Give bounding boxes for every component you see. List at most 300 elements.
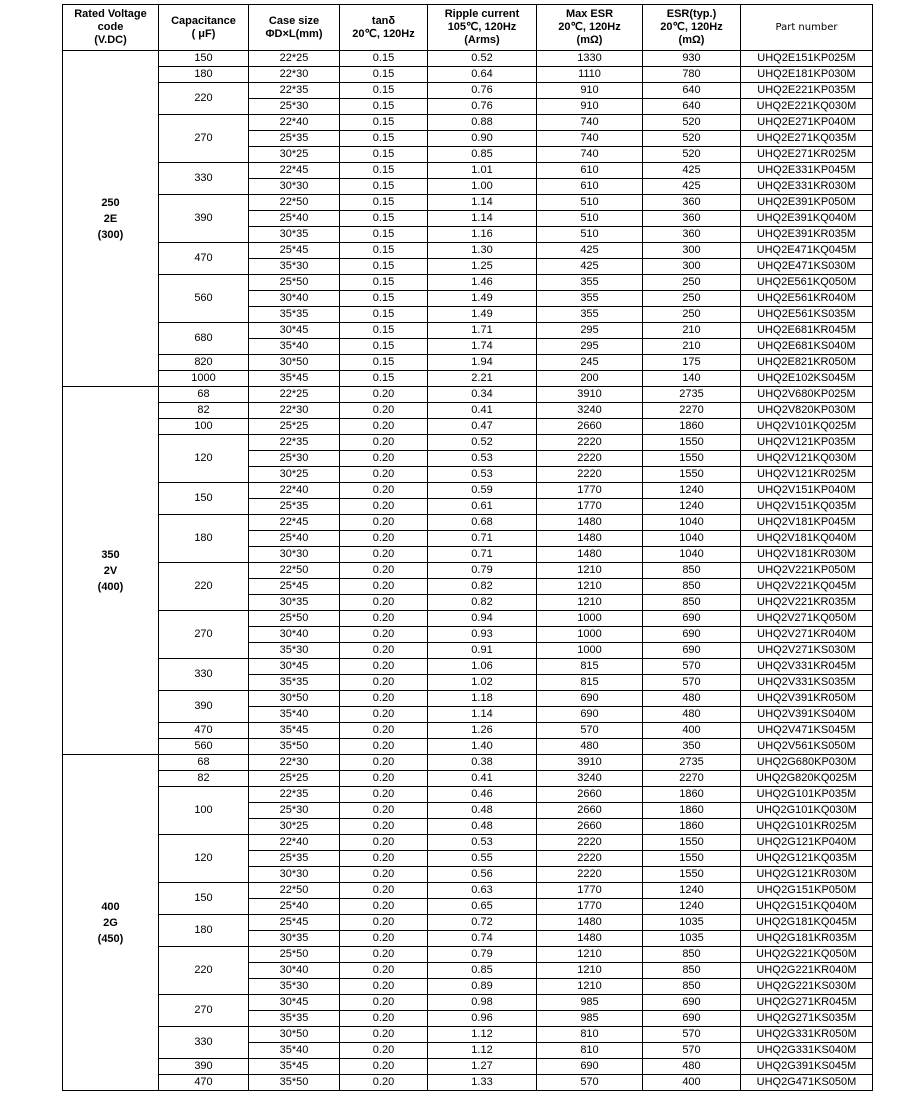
- tan-delta-cell: 0.20: [340, 803, 428, 819]
- part-number-cell: UHQ2E271KR025M: [741, 147, 873, 163]
- capacitance-cell: 1000: [159, 371, 249, 387]
- max-esr-cell: 355: [537, 307, 643, 323]
- header-line: (V.DC): [94, 34, 127, 46]
- table-row: [63, 739, 873, 755]
- capacitance-cell: 390: [159, 691, 249, 723]
- ripple-current-cell: 0.48: [428, 803, 537, 819]
- ripple-current-cell: 0.82: [428, 579, 537, 595]
- max-esr-cell: 740: [537, 131, 643, 147]
- max-esr-cell: 200: [537, 371, 643, 387]
- case-size-cell: 30*35: [249, 595, 340, 611]
- part-number-cell: UHQ2E181KP030M: [741, 67, 873, 83]
- part-number-cell: UHQ2G101KP035M: [741, 787, 873, 803]
- part-number-cell: UHQ2E271KQ035M: [741, 131, 873, 147]
- ripple-current-cell: 0.82: [428, 595, 537, 611]
- part-number-cell: UHQ2V271KQ050M: [741, 611, 873, 627]
- capacitance-cell: 150: [159, 483, 249, 515]
- part-number-cell: UHQ2G101KR025M: [741, 819, 873, 835]
- esr-typ-cell: 1550: [643, 835, 741, 851]
- esr-typ-cell: 1860: [643, 803, 741, 819]
- ripple-current-cell: 1.14: [428, 707, 537, 723]
- max-esr-cell: 510: [537, 211, 643, 227]
- tan-delta-cell: 0.20: [340, 723, 428, 739]
- part-number-cell: UHQ2V820KP030M: [741, 403, 873, 419]
- voltage-line: 2V: [103, 564, 118, 577]
- tan-delta-cell: 0.20: [340, 995, 428, 1011]
- tan-delta-cell: 0.20: [340, 499, 428, 515]
- max-esr-cell: 610: [537, 179, 643, 195]
- max-esr-cell: 2660: [537, 787, 643, 803]
- tan-delta-cell: 0.15: [340, 115, 428, 131]
- tan-delta-cell: 0.15: [340, 275, 428, 291]
- part-number-cell: UHQ2G121KP040M: [741, 835, 873, 851]
- spec-table-container: [62, 4, 873, 1091]
- case-size-cell: 22*40: [249, 835, 340, 851]
- rated-voltage-cell: [63, 51, 159, 387]
- part-number-cell: UHQ2G331KS040M: [741, 1043, 873, 1059]
- tan-delta-cell: 0.20: [340, 867, 428, 883]
- case-size-cell: 25*30: [249, 99, 340, 115]
- max-esr-cell: 690: [537, 1059, 643, 1075]
- capacitance-cell: 150: [159, 51, 249, 67]
- esr-typ-cell: 2270: [643, 403, 741, 419]
- case-size-cell: 30*30: [249, 179, 340, 195]
- part-number-cell: UHQ2G331KR050M: [741, 1027, 873, 1043]
- esr-typ-cell: 570: [643, 1043, 741, 1059]
- ripple-current-cell: 1.94: [428, 355, 537, 371]
- max-esr-cell: 1770: [537, 883, 643, 899]
- part-number-cell: UHQ2V561KS050M: [741, 739, 873, 755]
- capacitance-cell: 330: [159, 659, 249, 691]
- part-number-cell: UHQ2E271KP040M: [741, 115, 873, 131]
- esr-typ-cell: 250: [643, 307, 741, 323]
- esr-typ-cell: 1550: [643, 435, 741, 451]
- table-row: [63, 515, 873, 531]
- part-number-cell: UHQ2G471KS050M: [741, 1075, 873, 1091]
- tan-delta-cell: 0.15: [340, 307, 428, 323]
- header-line: Rated Voltage: [74, 8, 147, 20]
- part-number-cell: UHQ2E681KS040M: [741, 339, 873, 355]
- tan-delta-cell: 0.20: [340, 1075, 428, 1091]
- tan-delta-cell: 0.20: [340, 1059, 428, 1075]
- part-number-cell: UHQ2E221KQ030M: [741, 99, 873, 115]
- voltage-line: (450): [97, 932, 124, 945]
- part-number-cell: UHQ2G151KP050M: [741, 883, 873, 899]
- max-esr-cell: 985: [537, 1011, 643, 1027]
- max-esr-cell: 2220: [537, 835, 643, 851]
- case-size-cell: 35*30: [249, 643, 340, 659]
- header-line: code: [97, 21, 124, 33]
- ripple-current-cell: 1.00: [428, 179, 537, 195]
- case-size-cell: 30*50: [249, 691, 340, 707]
- capacitance-cell: 120: [159, 835, 249, 883]
- esr-typ-cell: 690: [643, 643, 741, 659]
- capacitance-cell: 220: [159, 83, 249, 115]
- header-line: 20℃, 120Hz: [558, 21, 621, 33]
- table-row: [63, 387, 873, 403]
- tan-delta-cell: 0.20: [340, 627, 428, 643]
- ripple-current-cell: 1.49: [428, 291, 537, 307]
- tan-delta-cell: 0.15: [340, 195, 428, 211]
- ripple-current-cell: 1.12: [428, 1027, 537, 1043]
- part-number-cell: UHQ2G101KQ030M: [741, 803, 873, 819]
- rated-voltage-cell: [63, 755, 159, 1091]
- table-row: [63, 1027, 873, 1043]
- header-line: 105℃, 120Hz: [447, 21, 517, 33]
- header-line: (Arms): [464, 34, 500, 46]
- part-number-cell: UHQ2E331KR030M: [741, 179, 873, 195]
- max-esr-cell: 690: [537, 707, 643, 723]
- part-number-cell: UHQ2G181KQ045M: [741, 915, 873, 931]
- max-esr-cell: 2220: [537, 851, 643, 867]
- esr-typ-cell: 520: [643, 131, 741, 147]
- tan-delta-cell: 0.15: [340, 51, 428, 67]
- case-size-cell: 22*30: [249, 403, 340, 419]
- tan-delta-cell: 0.20: [340, 643, 428, 659]
- ripple-current-cell: 1.40: [428, 739, 537, 755]
- header-line: (mΩ): [678, 34, 705, 46]
- esr-typ-cell: 850: [643, 563, 741, 579]
- part-number-cell: UHQ2V471KS045M: [741, 723, 873, 739]
- tan-delta-cell: 0.20: [340, 563, 428, 579]
- part-number-cell: UHQ2G680KP030M: [741, 755, 873, 771]
- esr-typ-cell: 360: [643, 211, 741, 227]
- ripple-current-cell: 1.26: [428, 723, 537, 739]
- esr-typ-cell: 1040: [643, 531, 741, 547]
- table-row: [63, 275, 873, 291]
- esr-typ-cell: 640: [643, 83, 741, 99]
- table-row: [63, 371, 873, 387]
- case-size-cell: 35*45: [249, 1059, 340, 1075]
- capacitance-cell: 100: [159, 419, 249, 435]
- case-size-cell: 22*50: [249, 195, 340, 211]
- case-size-cell: 30*45: [249, 995, 340, 1011]
- tan-delta-cell: 0.15: [340, 67, 428, 83]
- esr-typ-cell: 2270: [643, 771, 741, 787]
- part-number-cell: UHQ2V181KP045M: [741, 515, 873, 531]
- case-size-cell: 22*35: [249, 83, 340, 99]
- ripple-current-cell: 0.65: [428, 899, 537, 915]
- esr-typ-cell: 1550: [643, 451, 741, 467]
- ripple-current-cell: 0.74: [428, 931, 537, 947]
- esr-typ-cell: 1550: [643, 851, 741, 867]
- tan-delta-cell: 0.20: [340, 883, 428, 899]
- ripple-current-cell: 0.72: [428, 915, 537, 931]
- ripple-current-cell: 0.56: [428, 867, 537, 883]
- case-size-cell: 25*45: [249, 915, 340, 931]
- esr-typ-cell: 2735: [643, 387, 741, 403]
- capacitance-cell: 150: [159, 883, 249, 915]
- part-number-cell: UHQ2V151KQ035M: [741, 499, 873, 515]
- table-body: [63, 51, 873, 1091]
- capacitance-cell: 180: [159, 515, 249, 563]
- table-row: [63, 67, 873, 83]
- max-esr-cell: 570: [537, 1075, 643, 1091]
- part-number-cell: UHQ2V181KR030M: [741, 547, 873, 563]
- table-row: [63, 835, 873, 851]
- max-esr-cell: 245: [537, 355, 643, 371]
- esr-typ-cell: 1240: [643, 899, 741, 915]
- part-number-cell: UHQ2E151KP025M: [741, 51, 873, 67]
- tan-delta-cell: 0.20: [340, 1011, 428, 1027]
- part-number-cell: UHQ2V221KQ045M: [741, 579, 873, 595]
- tan-delta-cell: 0.20: [340, 771, 428, 787]
- case-size-cell: 22*35: [249, 787, 340, 803]
- esr-typ-cell: 520: [643, 115, 741, 131]
- max-esr-cell: 510: [537, 195, 643, 211]
- capacitance-cell: 390: [159, 1059, 249, 1075]
- part-number-cell: UHQ2E821KR050M: [741, 355, 873, 371]
- table-row: [63, 1059, 873, 1075]
- case-size-cell: 35*40: [249, 707, 340, 723]
- tan-delta-cell: 0.15: [340, 259, 428, 275]
- voltage-line: (400): [97, 580, 124, 593]
- case-size-cell: 30*50: [249, 355, 340, 371]
- ripple-current-cell: 0.41: [428, 771, 537, 787]
- esr-typ-cell: 250: [643, 275, 741, 291]
- part-number-cell: UHQ2G221KS030M: [741, 979, 873, 995]
- ripple-current-cell: 0.34: [428, 387, 537, 403]
- ripple-current-cell: 0.76: [428, 99, 537, 115]
- tan-delta-cell: 0.20: [340, 787, 428, 803]
- capacitance-cell: 120: [159, 435, 249, 483]
- header-line: Capacitance: [171, 14, 236, 27]
- ripple-current-cell: 0.91: [428, 643, 537, 659]
- ripple-current-cell: 1.33: [428, 1075, 537, 1091]
- table-row: [63, 659, 873, 675]
- part-number-cell: UHQ2V391KS040M: [741, 707, 873, 723]
- max-esr-cell: 740: [537, 147, 643, 163]
- header-row: [63, 5, 873, 51]
- case-size-cell: 30*25: [249, 147, 340, 163]
- capacitance-cell: 820: [159, 355, 249, 371]
- capacitance-cell: 82: [159, 771, 249, 787]
- max-esr-cell: 2220: [537, 467, 643, 483]
- ripple-current-cell: 0.41: [428, 403, 537, 419]
- tan-delta-cell: 0.15: [340, 163, 428, 179]
- case-size-cell: 30*45: [249, 323, 340, 339]
- case-size-cell: 22*40: [249, 115, 340, 131]
- capacitance-cell: 68: [159, 387, 249, 403]
- case-size-cell: 25*40: [249, 899, 340, 915]
- capacitance-header: [159, 5, 249, 51]
- esr-typ-cell: 1860: [643, 787, 741, 803]
- ripple-current-cell: 1.46: [428, 275, 537, 291]
- ripple-current-cell: 0.79: [428, 947, 537, 963]
- case-size-cell: 22*50: [249, 563, 340, 579]
- tan-delta-cell: 0.20: [340, 755, 428, 771]
- table-row: [63, 163, 873, 179]
- case-size-cell: 35*40: [249, 339, 340, 355]
- max-esr-cell: 1210: [537, 579, 643, 595]
- esr-typ-cell: 2735: [643, 755, 741, 771]
- table-row: [63, 691, 873, 707]
- tan-delta-cell: 0.20: [340, 819, 428, 835]
- voltage-line: (300): [97, 228, 124, 241]
- ripple-current-cell: 0.53: [428, 835, 537, 851]
- esr-typ-cell: 425: [643, 163, 741, 179]
- ripple-current-cell: 0.68: [428, 515, 537, 531]
- case-size-cell: 30*25: [249, 467, 340, 483]
- tan-delta-cell: 0.20: [340, 419, 428, 435]
- case-size-cell: 25*50: [249, 611, 340, 627]
- tan-delta-cell: 0.15: [340, 99, 428, 115]
- ripple-current-cell: 2.21: [428, 371, 537, 387]
- part-number-cell: UHQ2E391KQ040M: [741, 211, 873, 227]
- voltage-line: 250: [101, 196, 120, 209]
- esr-typ-cell: 175: [643, 355, 741, 371]
- tan-delta-cell: 0.20: [340, 931, 428, 947]
- case-size-header: [249, 5, 340, 51]
- table-row: [63, 995, 873, 1011]
- tan-delta-cell: 0.20: [340, 387, 428, 403]
- esr-typ-cell: 300: [643, 243, 741, 259]
- esr-typ-cell: 520: [643, 147, 741, 163]
- part-number-cell: UHQ2V680KP025M: [741, 387, 873, 403]
- case-size-cell: 25*40: [249, 211, 340, 227]
- esr-typ-cell: 780: [643, 67, 741, 83]
- esr-typ-cell: 690: [643, 995, 741, 1011]
- capacitance-cell: 270: [159, 611, 249, 659]
- ripple-current-cell: 0.71: [428, 547, 537, 563]
- ripple-current-cell: 0.52: [428, 51, 537, 67]
- part-number-cell: UHQ2V391KR050M: [741, 691, 873, 707]
- table-row: [63, 51, 873, 67]
- max-esr-cell: 295: [537, 323, 643, 339]
- case-size-cell: 30*40: [249, 627, 340, 643]
- max-esr-cell: 1000: [537, 627, 643, 643]
- part-number-cell: UHQ2G121KQ035M: [741, 851, 873, 867]
- case-size-cell: 25*50: [249, 275, 340, 291]
- capacitance-cell: 560: [159, 739, 249, 755]
- case-size-cell: 35*40: [249, 1043, 340, 1059]
- esr-typ-cell: 850: [643, 963, 741, 979]
- ripple-current-cell: 0.61: [428, 499, 537, 515]
- ripple-current-cell: 1.02: [428, 675, 537, 691]
- ripple-current-cell: 0.59: [428, 483, 537, 499]
- max-esr-cell: 295: [537, 339, 643, 355]
- max-esr-header: [537, 5, 643, 51]
- table-row: [63, 1075, 873, 1091]
- case-size-cell: 25*35: [249, 851, 340, 867]
- tan-delta-cell: 0.20: [340, 963, 428, 979]
- capacitance-cell: 270: [159, 995, 249, 1027]
- case-size-cell: 25*30: [249, 803, 340, 819]
- max-esr-cell: 1110: [537, 67, 643, 83]
- esr-typ-cell: 690: [643, 627, 741, 643]
- max-esr-cell: 810: [537, 1027, 643, 1043]
- case-size-cell: 35*35: [249, 307, 340, 323]
- table-row: [63, 787, 873, 803]
- table-row: [63, 419, 873, 435]
- ripple-current-cell: 1.49: [428, 307, 537, 323]
- case-size-cell: 30*35: [249, 227, 340, 243]
- ripple-current-cell: 0.93: [428, 627, 537, 643]
- max-esr-cell: 1480: [537, 931, 643, 947]
- max-esr-cell: 510: [537, 227, 643, 243]
- tan-delta-cell: 0.15: [340, 131, 428, 147]
- esr-typ-cell: 400: [643, 723, 741, 739]
- ripple-current-cell: 0.96: [428, 1011, 537, 1027]
- tan-delta-cell: 0.20: [340, 1027, 428, 1043]
- capacitance-cell: 470: [159, 1075, 249, 1091]
- max-esr-cell: 815: [537, 675, 643, 691]
- esr-typ-cell: 210: [643, 323, 741, 339]
- voltage-line: 2G: [103, 916, 118, 929]
- capacitance-cell: 470: [159, 243, 249, 275]
- ripple-current-cell: 0.85: [428, 147, 537, 163]
- esr-typ-cell: 480: [643, 1059, 741, 1075]
- esr-typ-cell: 1550: [643, 467, 741, 483]
- esr-typ-cell: 640: [643, 99, 741, 115]
- ripple-current-cell: 0.53: [428, 467, 537, 483]
- capacitance-cell: 390: [159, 195, 249, 243]
- part-number-cell: UHQ2V331KR045M: [741, 659, 873, 675]
- header-line: ΦD×L(mm): [265, 27, 323, 40]
- case-size-cell: 35*50: [249, 739, 340, 755]
- ripple-current-cell: 1.27: [428, 1059, 537, 1075]
- tan-delta-cell: 0.20: [340, 515, 428, 531]
- part-number-cell: UHQ2G221KR040M: [741, 963, 873, 979]
- max-esr-cell: 1480: [537, 515, 643, 531]
- max-esr-cell: 815: [537, 659, 643, 675]
- esr-typ-cell: 360: [643, 227, 741, 243]
- case-size-cell: 25*35: [249, 499, 340, 515]
- table-row: [63, 883, 873, 899]
- header-line: (mΩ): [576, 34, 603, 46]
- max-esr-cell: 1480: [537, 547, 643, 563]
- part-number-cell: UHQ2E391KP050M: [741, 195, 873, 211]
- esr-typ-cell: 480: [643, 707, 741, 723]
- case-size-cell: 30*50: [249, 1027, 340, 1043]
- part-number-cell: UHQ2G271KR045M: [741, 995, 873, 1011]
- header-line: Part number: [775, 22, 838, 33]
- case-size-cell: 35*50: [249, 1075, 340, 1091]
- max-esr-cell: 2220: [537, 867, 643, 883]
- part-number-cell: UHQ2E561KR040M: [741, 291, 873, 307]
- header-line: 20℃, 120Hz: [352, 27, 415, 40]
- part-number-cell: UHQ2E102KS045M: [741, 371, 873, 387]
- part-number-cell: UHQ2G391KS045M: [741, 1059, 873, 1075]
- capacitance-cell: 470: [159, 723, 249, 739]
- case-size-cell: 25*45: [249, 579, 340, 595]
- ripple-current-cell: 0.76: [428, 83, 537, 99]
- table-row: [63, 915, 873, 931]
- capacitance-cell: 220: [159, 947, 249, 995]
- ripple-current-cell: 1.16: [428, 227, 537, 243]
- max-esr-cell: 1480: [537, 531, 643, 547]
- rated-voltage-header: [63, 5, 159, 51]
- case-size-cell: 30*25: [249, 819, 340, 835]
- part-number-cell: UHQ2G151KQ040M: [741, 899, 873, 915]
- table-row: [63, 483, 873, 499]
- part-number-cell: UHQ2G221KQ050M: [741, 947, 873, 963]
- part-number-cell: UHQ2G271KS035M: [741, 1011, 873, 1027]
- ripple-current-cell: 1.06: [428, 659, 537, 675]
- case-size-cell: 22*50: [249, 883, 340, 899]
- esr-typ-cell: 1040: [643, 547, 741, 563]
- part-number-cell: UHQ2V221KP050M: [741, 563, 873, 579]
- capacitance-cell: 82: [159, 403, 249, 419]
- table-row: [63, 563, 873, 579]
- tan-delta-cell: 0.20: [340, 979, 428, 995]
- tan-delta-cell: 0.15: [340, 211, 428, 227]
- esr-typ-cell: 250: [643, 291, 741, 307]
- ripple-current-cell: 0.94: [428, 611, 537, 627]
- part-number-header: [741, 5, 873, 51]
- case-size-cell: 30*30: [249, 547, 340, 563]
- case-size-cell: 35*30: [249, 979, 340, 995]
